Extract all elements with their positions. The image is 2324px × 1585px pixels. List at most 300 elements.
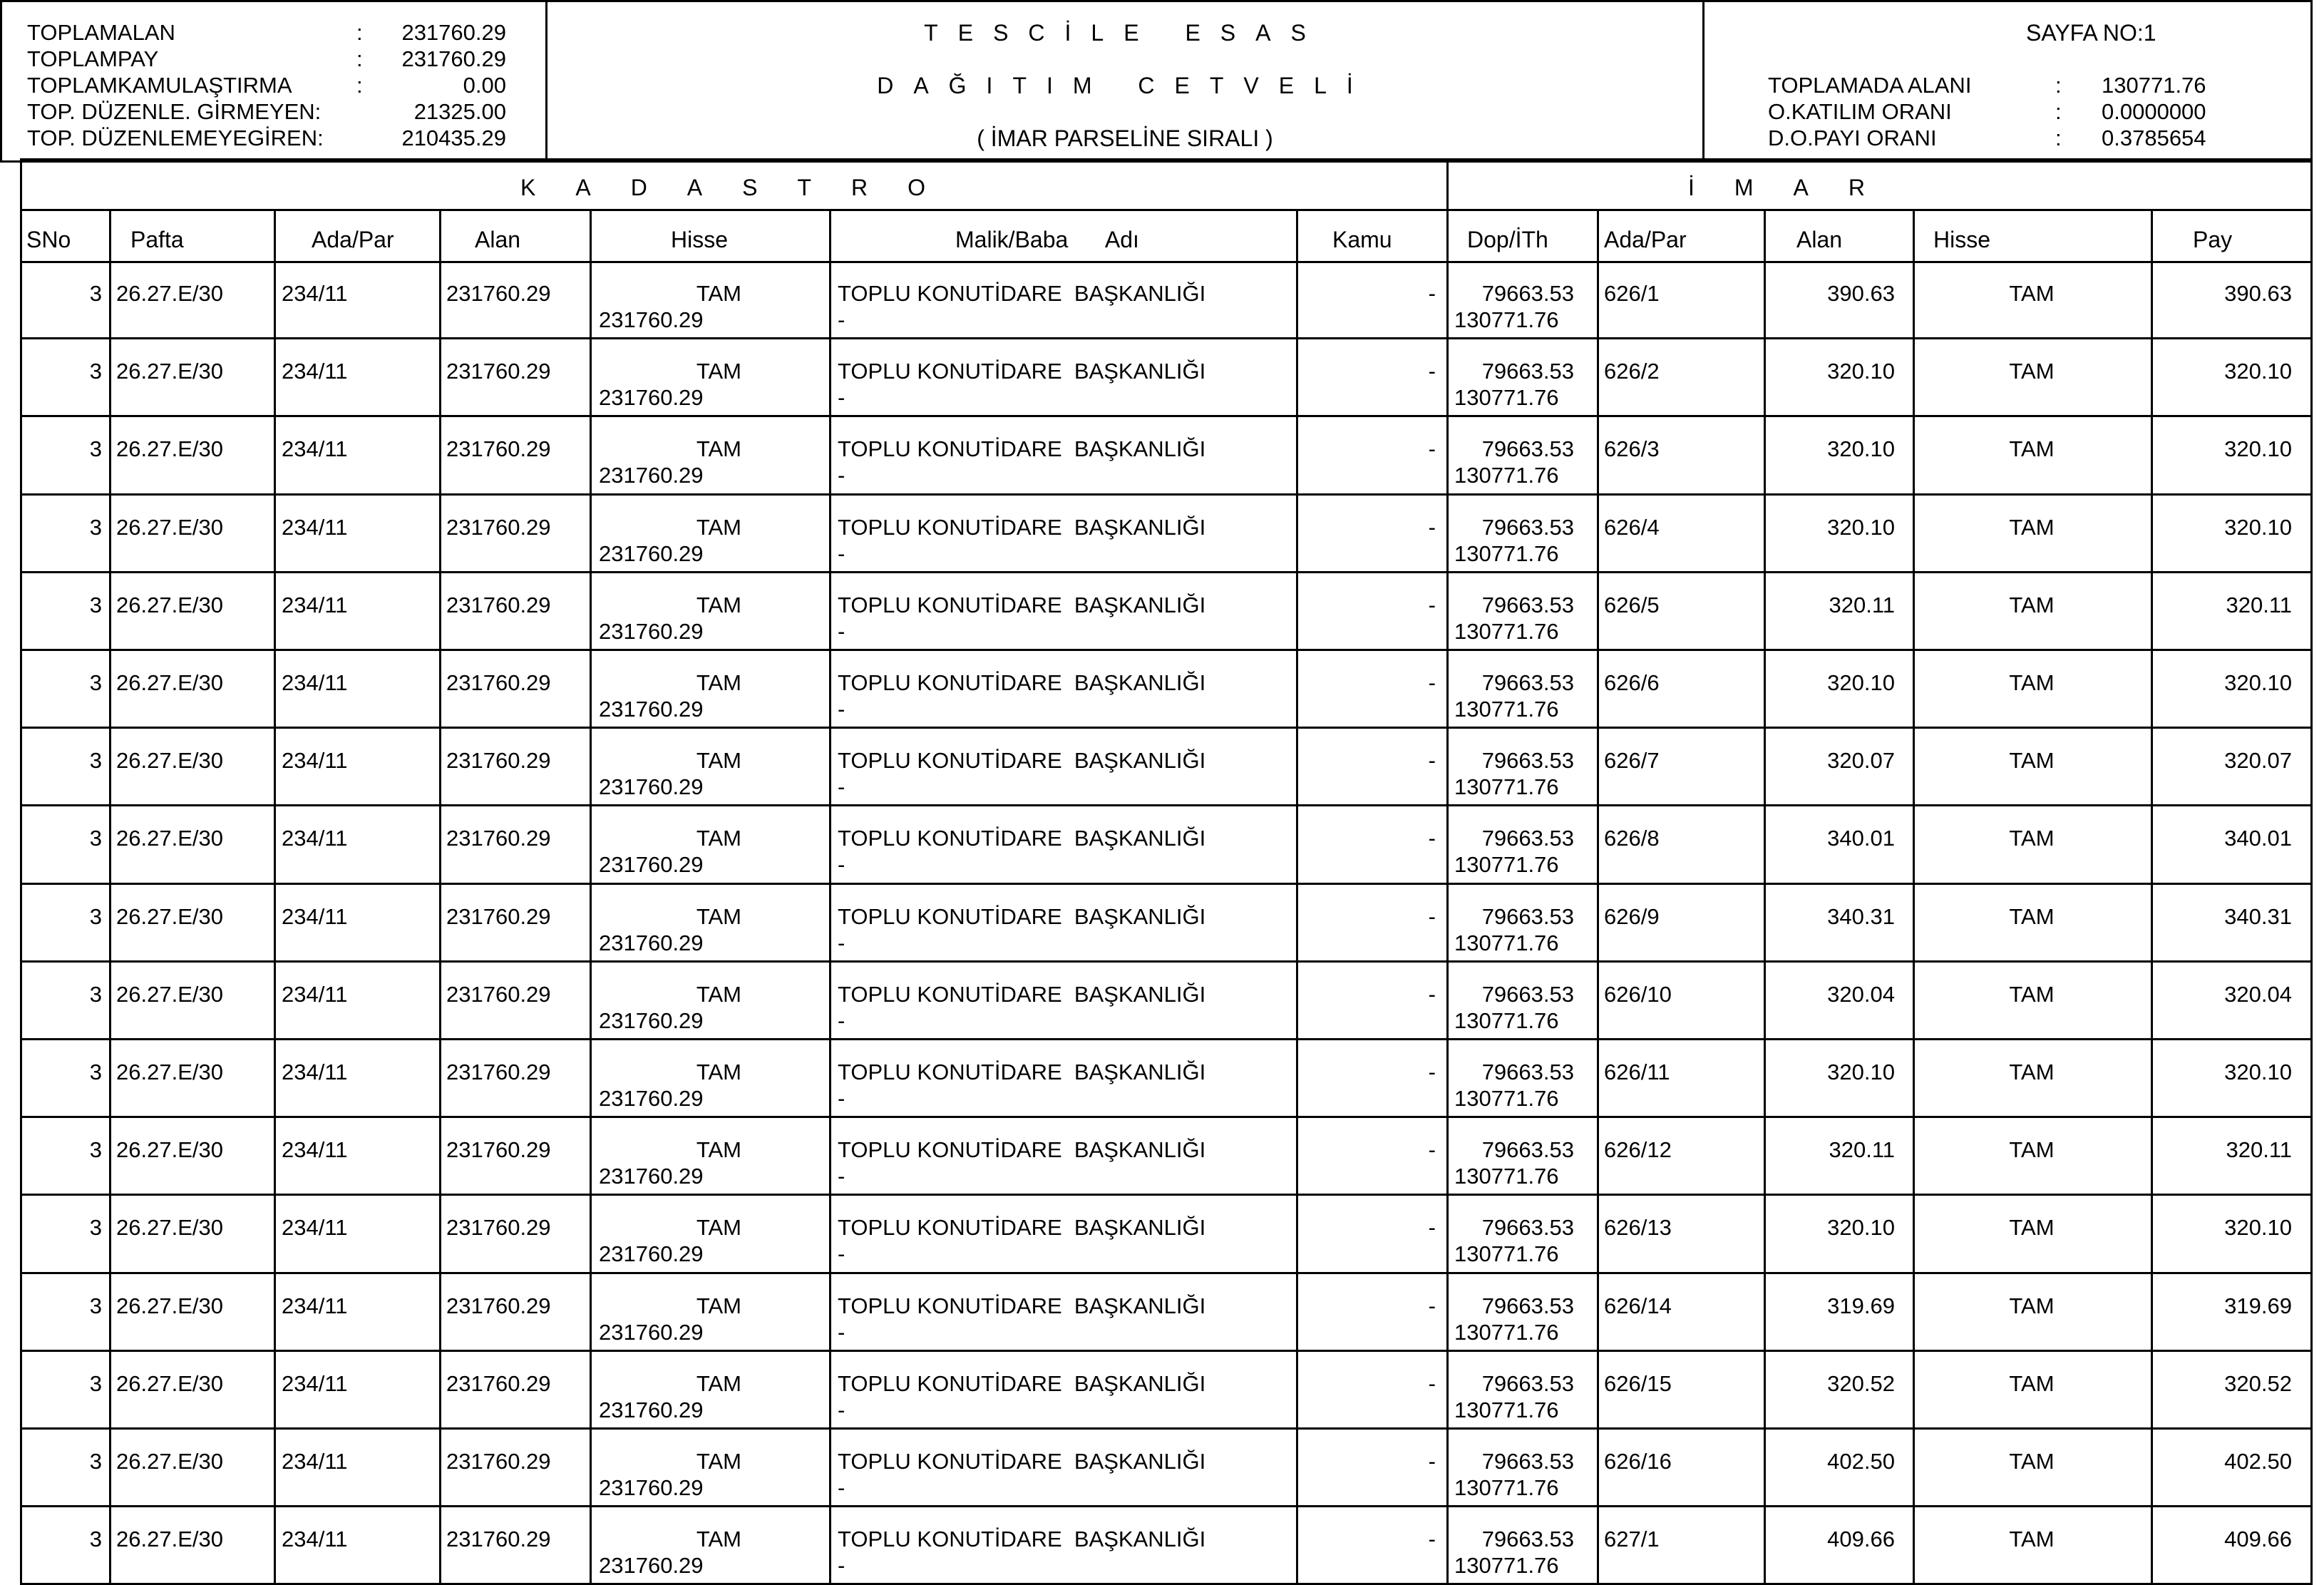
cell-ada-par: 234/11	[282, 1215, 348, 1240]
col-pafta: Pafta	[130, 227, 184, 252]
cell-imar-ada-par: 626/7	[1604, 748, 1660, 773]
cell-pafta: 26.27.E/30	[116, 826, 223, 851]
cell-imar-hisse: TAM	[2009, 1527, 2055, 1551]
cell-hisse: TAM	[696, 904, 741, 929]
cell-pay: 320.10	[2224, 436, 2292, 461]
col-dop: Dop/İTh	[1467, 227, 1548, 252]
cell-imar-ada-par: 626/6	[1604, 670, 1660, 695]
cell-owner: TOPLU KONUTİDARE BAŞKANLIĞI	[838, 1215, 1206, 1240]
consolidation-area-sep: :	[2055, 73, 2062, 98]
cell-hisse: TAM	[696, 281, 741, 306]
cell-alan: 231760.29	[446, 1293, 551, 1318]
cell-dop-total: 130771.76	[1454, 697, 1559, 722]
consolidation-area-label: TOPLAMADA ALANI	[1768, 73, 1972, 98]
cell-sno: 3	[89, 826, 102, 851]
cell-hisse: TAM	[696, 1293, 741, 1318]
cell-dop: 79663.53	[1481, 593, 1574, 617]
cell-hisse-total: 231760.29	[599, 1320, 704, 1345]
cell-owner-father: -	[838, 1086, 845, 1111]
row-rule	[20, 1427, 2313, 1430]
cell-hisse: TAM	[696, 593, 741, 617]
total-included-value: 210435.29	[401, 125, 506, 150]
col-hisse: Hisse	[671, 227, 729, 252]
cell-hisse-total: 231760.29	[599, 930, 704, 955]
row-rule	[20, 337, 2313, 339]
cell-imar-ada-par: 626/14	[1604, 1293, 1672, 1318]
total-share-label: TOPLAMPAY	[27, 46, 159, 71]
cell-imar-alan: 320.10	[1827, 515, 1895, 540]
title-tescile-esas: TESCİLE ESAS	[924, 20, 1326, 46]
cell-pay: 320.10	[2224, 1060, 2292, 1084]
cell-dop: 79663.53	[1481, 1137, 1574, 1162]
col-ada-par: Ada/Par	[312, 227, 394, 252]
cell-hisse: TAM	[696, 515, 741, 540]
section-kadastro: KADASTRO	[520, 175, 966, 200]
cell-imar-ada-par: 626/8	[1604, 826, 1660, 851]
cell-dop: 79663.53	[1481, 1215, 1574, 1240]
cell-kamu: -	[1428, 748, 1436, 773]
cell-ada-par: 234/11	[282, 1527, 348, 1551]
cell-dop-total: 130771.76	[1454, 463, 1559, 488]
cell-ada-par: 234/11	[282, 359, 348, 384]
cell-owner-father: -	[838, 385, 845, 410]
participation-ratio-value: 0.0000000	[2102, 99, 2206, 124]
cell-imar-alan: 340.31	[1827, 904, 1895, 929]
cell-imar-alan: 320.10	[1827, 670, 1895, 695]
cell-hisse: TAM	[696, 1060, 741, 1084]
cell-pafta: 26.27.E/30	[116, 436, 223, 461]
cell-pafta: 26.27.E/30	[116, 1293, 223, 1318]
cell-owner: TOPLU KONUTİDARE BAŞKANLIĞI	[838, 515, 1206, 540]
cell-imar-alan: 320.10	[1827, 1060, 1895, 1084]
cell-imar-hisse: TAM	[2009, 1060, 2055, 1084]
cell-hisse: TAM	[696, 1215, 741, 1240]
cell-imar-hisse: TAM	[2009, 748, 2055, 773]
cell-alan: 231760.29	[446, 904, 551, 929]
participation-ratio-label: O.KATILIM ORANI	[1768, 99, 1952, 124]
cell-pafta: 26.27.E/30	[116, 593, 223, 617]
cell-sno: 3	[89, 436, 102, 461]
cell-sno: 3	[89, 982, 102, 1007]
cell-imar-ada-par: 626/4	[1604, 515, 1660, 540]
cell-pay: 390.63	[2224, 281, 2292, 306]
cell-owner: TOPLU KONUTİDARE BAŞKANLIĞI	[838, 1137, 1206, 1162]
cell-ada-par: 234/11	[282, 670, 348, 695]
cell-imar-alan: 402.50	[1827, 1449, 1895, 1474]
cell-pafta: 26.27.E/30	[116, 904, 223, 929]
cell-hisse-total: 231760.29	[599, 697, 704, 722]
cell-hisse-total: 231760.29	[599, 852, 704, 877]
cell-kamu: -	[1428, 826, 1436, 851]
cell-dop: 79663.53	[1481, 515, 1574, 540]
cell-dop-total: 130771.76	[1454, 1008, 1559, 1033]
cell-imar-hisse: TAM	[2009, 1137, 2055, 1162]
row-rule	[20, 493, 2313, 496]
consolidation-area-value: 130771.76	[2102, 73, 2206, 98]
cell-owner-father: -	[838, 619, 845, 644]
cell-sno: 3	[89, 1371, 102, 1396]
row-rule	[20, 571, 2313, 573]
cell-imar-ada-par: 626/9	[1604, 904, 1660, 929]
cell-ada-par: 234/11	[282, 826, 348, 851]
cell-dop: 79663.53	[1481, 1060, 1574, 1084]
cell-imar-hisse: TAM	[2009, 670, 2055, 695]
cell-imar-hisse: TAM	[2009, 904, 2055, 929]
cell-kamu: -	[1428, 982, 1436, 1007]
cell-kamu: -	[1428, 1215, 1436, 1240]
cell-imar-alan: 320.07	[1827, 748, 1895, 773]
participation-ratio-sep: :	[2055, 99, 2062, 124]
section-divider	[1446, 158, 1449, 1583]
cell-owner-father: -	[838, 774, 845, 799]
cell-ada-par: 234/11	[282, 281, 348, 306]
row-rule	[20, 1505, 2313, 1507]
cell-owner-father: -	[838, 1397, 845, 1422]
cell-owner: TOPLU KONUTİDARE BAŞKANLIĞI	[838, 1293, 1206, 1318]
cell-hisse: TAM	[696, 1371, 741, 1396]
cell-dop-total: 130771.76	[1454, 385, 1559, 410]
cell-imar-alan: 320.10	[1827, 1215, 1895, 1240]
cell-owner-father: -	[838, 1241, 845, 1266]
cell-alan: 231760.29	[446, 359, 551, 384]
col-imar-ada-par: Ada/Par	[1604, 227, 1687, 252]
row-rule	[20, 1272, 2313, 1274]
cell-dop-total: 130771.76	[1454, 619, 1559, 644]
cell-owner: TOPLU KONUTİDARE BAŞKANLIĞI	[838, 670, 1206, 695]
cell-dop: 79663.53	[1481, 436, 1574, 461]
cell-sno: 3	[89, 1449, 102, 1474]
cell-owner: TOPLU KONUTİDARE BAŞKANLIĞI	[838, 1371, 1206, 1396]
cell-imar-hisse: TAM	[2009, 1215, 2055, 1240]
total-expropriation-value: 0.00	[463, 73, 506, 98]
total-expropriation-label: TOPLAMKAMULAŞTIRMA	[27, 73, 292, 98]
cell-owner-father: -	[838, 1164, 845, 1189]
column-header-rule	[20, 261, 2313, 263]
cell-pay: 402.50	[2224, 1449, 2292, 1474]
table-top-rule	[20, 158, 2313, 160]
cell-hisse-total: 231760.29	[599, 1475, 704, 1500]
cell-pafta: 26.27.E/30	[116, 1215, 223, 1240]
cell-alan: 231760.29	[446, 1137, 551, 1162]
cell-pafta: 26.27.E/30	[116, 359, 223, 384]
cell-sno: 3	[89, 515, 102, 540]
cell-sno: 3	[89, 1293, 102, 1318]
cell-dop: 79663.53	[1481, 1371, 1574, 1396]
cell-imar-alan: 320.11	[1829, 1137, 1895, 1162]
cell-sno: 3	[89, 1527, 102, 1551]
cell-imar-ada-par: 626/16	[1604, 1449, 1672, 1474]
cell-owner: TOPLU KONUTİDARE BAŞKANLIĞI	[838, 436, 1206, 461]
cell-owner-father: -	[838, 930, 845, 955]
cell-pafta: 26.27.E/30	[116, 1137, 223, 1162]
cell-owner-father: -	[838, 541, 845, 566]
cell-ada-par: 234/11	[282, 593, 348, 617]
cell-imar-alan: 340.01	[1827, 826, 1895, 851]
cell-owner: TOPLU KONUTİDARE BAŞKANLIĞI	[838, 1060, 1206, 1084]
cell-pay: 320.52	[2224, 1371, 2292, 1396]
cell-hisse-total: 231760.29	[599, 307, 704, 332]
cell-owner-father: -	[838, 1320, 845, 1345]
cell-pay: 320.10	[2224, 1215, 2292, 1240]
cell-imar-ada-par: 626/15	[1604, 1371, 1672, 1396]
cell-owner: TOPLU KONUTİDARE BAŞKANLIĞI	[838, 748, 1206, 773]
title-sort-order: ( İMAR PARSELİNE SIRALI )	[977, 125, 1273, 151]
cell-pafta: 26.27.E/30	[116, 1527, 223, 1551]
cell-imar-ada-par: 626/13	[1604, 1215, 1672, 1240]
cell-alan: 231760.29	[446, 1215, 551, 1240]
cell-pay: 340.01	[2224, 826, 2292, 851]
cell-hisse-total: 231760.29	[599, 774, 704, 799]
cell-kamu: -	[1428, 515, 1436, 540]
cell-pafta: 26.27.E/30	[116, 1449, 223, 1474]
cell-imar-hisse: TAM	[2009, 1371, 2055, 1396]
cell-sno: 3	[89, 1137, 102, 1162]
cell-hisse: TAM	[696, 1449, 741, 1474]
cell-imar-alan: 319.69	[1827, 1293, 1895, 1318]
cell-hisse: TAM	[696, 670, 741, 695]
cell-sno: 3	[89, 359, 102, 384]
cell-imar-hisse: TAM	[2009, 1293, 2055, 1318]
cell-owner: TOPLU KONUTİDARE BAŞKANLIĞI	[838, 982, 1206, 1007]
cell-owner-father: -	[838, 1553, 845, 1578]
total-share-sep: :	[356, 46, 363, 71]
cell-alan: 231760.29	[446, 1371, 551, 1396]
cell-imar-alan: 320.04	[1827, 982, 1895, 1007]
row-rule	[20, 1038, 2313, 1040]
cell-kamu: -	[1428, 1293, 1436, 1318]
cell-alan: 231760.29	[446, 982, 551, 1007]
cell-sno: 3	[89, 748, 102, 773]
cell-owner: TOPLU KONUTİDARE BAŞKANLIĞI	[838, 593, 1206, 617]
total-expropriation-sep: :	[356, 73, 363, 98]
cell-pay: 320.10	[2224, 670, 2292, 695]
cell-pay: 320.11	[2226, 593, 2292, 617]
cell-pay: 340.31	[2224, 904, 2292, 929]
row-rule	[20, 1350, 2313, 1352]
cell-imar-alan: 320.52	[1827, 1371, 1895, 1396]
cell-owner: TOPLU KONUTİDARE BAŞKANLIĞI	[838, 1527, 1206, 1551]
cell-dop-total: 130771.76	[1454, 930, 1559, 955]
cell-pay: 409.66	[2224, 1527, 2292, 1551]
cell-imar-alan: 320.10	[1827, 436, 1895, 461]
cell-imar-ada-par: 627/1	[1604, 1527, 1660, 1551]
col-alan: Alan	[475, 227, 521, 252]
cell-ada-par: 234/11	[282, 1293, 348, 1318]
cell-pay: 320.04	[2224, 982, 2292, 1007]
table-right-border	[2310, 158, 2313, 1583]
cell-alan: 231760.29	[446, 281, 551, 306]
cell-hisse-total: 231760.29	[599, 1086, 704, 1111]
cell-alan: 231760.29	[446, 748, 551, 773]
table-left-border	[20, 158, 22, 1583]
cell-ada-par: 234/11	[282, 1449, 348, 1474]
cell-kamu: -	[1428, 359, 1436, 384]
cell-owner-father: -	[838, 463, 845, 488]
cell-ada-par: 234/11	[282, 1137, 348, 1162]
cell-pay: 320.10	[2224, 515, 2292, 540]
cell-owner-father: -	[838, 852, 845, 877]
cell-pafta: 26.27.E/30	[116, 1371, 223, 1396]
cell-alan: 231760.29	[446, 826, 551, 851]
cell-owner: TOPLU KONUTİDARE BAŞKANLIĞI	[838, 359, 1206, 384]
cell-imar-ada-par: 626/12	[1604, 1137, 1672, 1162]
cell-dop: 79663.53	[1481, 1449, 1574, 1474]
cell-imar-ada-par: 626/1	[1604, 281, 1660, 306]
row-rule	[20, 883, 2313, 885]
cell-dop: 79663.53	[1481, 748, 1574, 773]
cell-kamu: -	[1428, 1449, 1436, 1474]
cell-alan: 231760.29	[446, 593, 551, 617]
cell-pay: 319.69	[2224, 1293, 2292, 1318]
cell-dop: 79663.53	[1481, 826, 1574, 851]
cell-kamu: -	[1428, 593, 1436, 617]
cell-owner: TOPLU KONUTİDARE BAŞKANLIĞI	[838, 281, 1206, 306]
cell-dop-total: 130771.76	[1454, 1553, 1559, 1578]
cell-hisse: TAM	[696, 1527, 741, 1551]
title-dagitim-cetveli: DAĞITIM CETVELİ	[877, 73, 1373, 98]
row-rule	[20, 1194, 2313, 1196]
cell-ada-par: 234/11	[282, 1371, 348, 1396]
cell-sno: 3	[89, 1060, 102, 1084]
col-imar-alan: Alan	[1796, 227, 1843, 252]
cell-pay: 320.11	[2226, 1137, 2292, 1162]
cell-pafta: 26.27.E/30	[116, 1060, 223, 1084]
cell-hisse-total: 231760.29	[599, 541, 704, 566]
cell-hisse-total: 231760.29	[599, 463, 704, 488]
page-number: SAYFA NO:1	[2026, 20, 2156, 46]
cell-alan: 231760.29	[446, 436, 551, 461]
cell-dop: 79663.53	[1481, 670, 1574, 695]
cell-dop-total: 130771.76	[1454, 307, 1559, 332]
cell-hisse-total: 231760.29	[599, 1008, 704, 1033]
cell-dop-total: 130771.76	[1454, 541, 1559, 566]
cell-alan: 231760.29	[446, 515, 551, 540]
cell-hisse-total: 231760.29	[599, 1553, 704, 1578]
cell-sno: 3	[89, 593, 102, 617]
col-pay: Pay	[2193, 227, 2233, 252]
cell-hisse: TAM	[696, 748, 741, 773]
cell-owner-father: -	[838, 1475, 845, 1500]
cell-ada-par: 234/11	[282, 436, 348, 461]
cell-kamu: -	[1428, 670, 1436, 695]
cell-imar-alan: 390.63	[1827, 281, 1895, 306]
cell-pafta: 26.27.E/30	[116, 281, 223, 306]
cell-imar-ada-par: 626/5	[1604, 593, 1660, 617]
cell-owner-father: -	[838, 1008, 845, 1033]
cell-alan: 231760.29	[446, 1060, 551, 1084]
cell-hisse: TAM	[696, 1137, 741, 1162]
cell-pay: 320.10	[2224, 359, 2292, 384]
cell-imar-alan: 320.11	[1829, 593, 1895, 617]
cell-dop: 79663.53	[1481, 359, 1574, 384]
cell-pay: 320.07	[2224, 748, 2292, 773]
row-rule	[20, 804, 2313, 806]
cell-hisse: TAM	[696, 436, 741, 461]
cell-sno: 3	[89, 281, 102, 306]
cell-dop: 79663.53	[1481, 281, 1574, 306]
cell-kamu: -	[1428, 904, 1436, 929]
col-malik: Malik/Baba Adı	[955, 227, 1139, 252]
total-area-value: 231760.29	[401, 20, 506, 45]
cell-ada-par: 234/11	[282, 904, 348, 929]
cell-kamu: -	[1428, 436, 1436, 461]
cell-hisse-total: 231760.29	[599, 1164, 704, 1189]
col-kamu: Kamu	[1332, 227, 1392, 252]
cell-imar-hisse: TAM	[2009, 359, 2055, 384]
cell-imar-hisse: TAM	[2009, 281, 2055, 306]
cell-owner: TOPLU KONUTİDARE BAŞKANLIĞI	[838, 826, 1206, 851]
cell-hisse: TAM	[696, 982, 741, 1007]
cell-sno: 3	[89, 670, 102, 695]
cell-ada-par: 234/11	[282, 515, 348, 540]
col-imar-hisse: Hisse	[1933, 227, 1991, 252]
cell-imar-alan: 320.10	[1827, 359, 1895, 384]
cell-sno: 3	[89, 1215, 102, 1240]
cell-dop-total: 130771.76	[1454, 1164, 1559, 1189]
cell-hisse: TAM	[696, 826, 741, 851]
cell-owner: TOPLU KONUTİDARE BAŞKANLIĞI	[838, 904, 1206, 929]
cell-alan: 231760.29	[446, 1527, 551, 1551]
cell-owner: TOPLU KONUTİDARE BAŞKANLIĞI	[838, 1449, 1206, 1474]
cell-dop-total: 130771.76	[1454, 774, 1559, 799]
cell-kamu: -	[1428, 1060, 1436, 1084]
dop-ratio-label: D.O.PAYI ORANI	[1768, 125, 1937, 150]
cell-dop: 79663.53	[1481, 1293, 1574, 1318]
dop-ratio-sep: :	[2055, 125, 2062, 150]
row-rule	[20, 415, 2313, 417]
cell-imar-hisse: TAM	[2009, 1449, 2055, 1474]
row-rule	[20, 727, 2313, 729]
cell-imar-ada-par: 626/3	[1604, 436, 1660, 461]
cell-dop: 79663.53	[1481, 982, 1574, 1007]
row-rule	[20, 649, 2313, 651]
cell-ada-par: 234/11	[282, 748, 348, 773]
cell-imar-hisse: TAM	[2009, 436, 2055, 461]
cell-imar-ada-par: 626/11	[1604, 1060, 1670, 1084]
cell-dop-total: 130771.76	[1454, 1475, 1559, 1500]
total-not-included-value: 21325.00	[413, 99, 506, 124]
section-imar: İMAR	[1688, 175, 1905, 200]
cell-dop-total: 130771.76	[1454, 1320, 1559, 1345]
row-rule	[20, 1116, 2313, 1118]
row-rule	[20, 960, 2313, 963]
cell-imar-ada-par: 626/2	[1604, 359, 1660, 384]
total-area-label: TOPLAMALAN	[27, 20, 175, 45]
cell-imar-hisse: TAM	[2009, 593, 2055, 617]
cell-pafta: 26.27.E/30	[116, 670, 223, 695]
cell-hisse-total: 231760.29	[599, 385, 704, 410]
cell-imar-hisse: TAM	[2009, 515, 2055, 540]
cell-alan: 231760.29	[446, 1449, 551, 1474]
cell-kamu: -	[1428, 281, 1436, 306]
cell-ada-par: 234/11	[282, 982, 348, 1007]
cell-pafta: 26.27.E/30	[116, 982, 223, 1007]
cell-pafta: 26.27.E/30	[116, 748, 223, 773]
cell-hisse-total: 231760.29	[599, 1241, 704, 1266]
cell-dop: 79663.53	[1481, 904, 1574, 929]
cell-sno: 3	[89, 904, 102, 929]
cell-dop-total: 130771.76	[1454, 1241, 1559, 1266]
cell-ada-par: 234/11	[282, 1060, 348, 1084]
cell-dop-total: 130771.76	[1454, 1397, 1559, 1422]
cell-hisse-total: 231760.29	[599, 619, 704, 644]
cell-imar-alan: 409.66	[1827, 1527, 1895, 1551]
cell-kamu: -	[1428, 1137, 1436, 1162]
cell-pafta: 26.27.E/30	[116, 515, 223, 540]
cell-dop-total: 130771.76	[1454, 852, 1559, 877]
cell-imar-hisse: TAM	[2009, 826, 2055, 851]
section-header-rule	[20, 209, 2313, 211]
